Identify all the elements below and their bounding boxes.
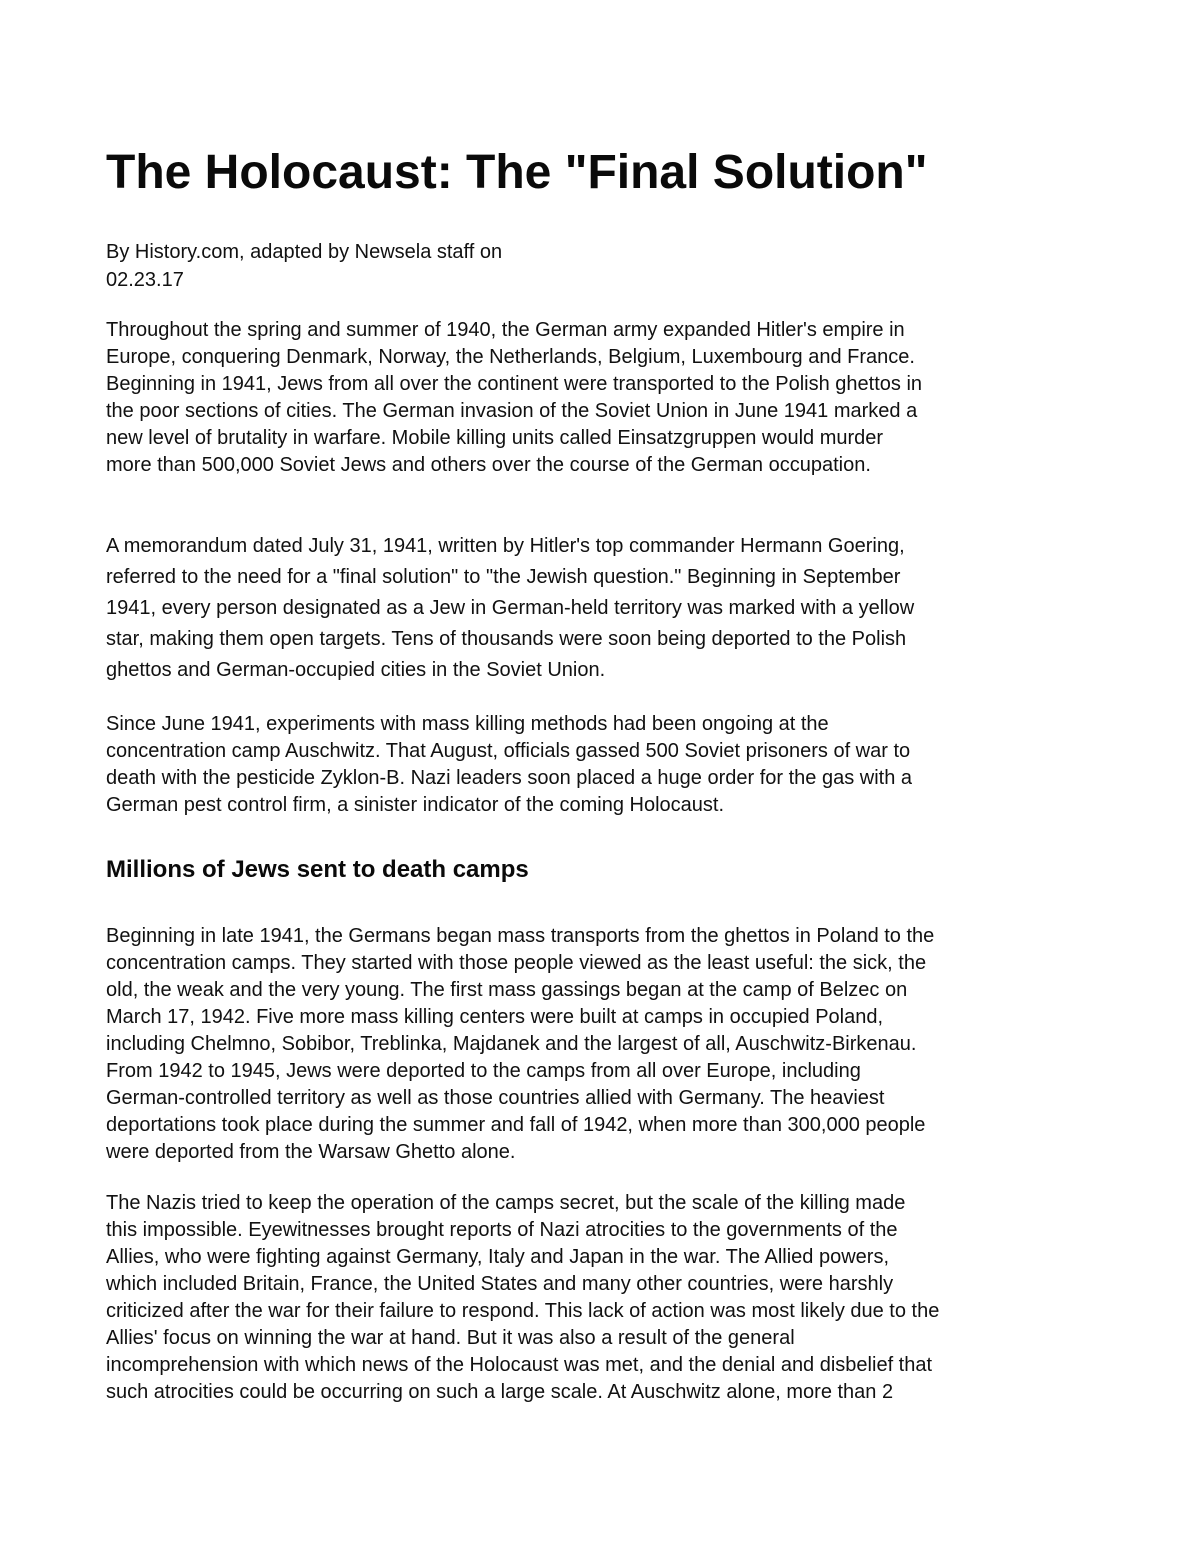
paragraph-line: Allies' focus on winning the war at hand. But it was also a result of the general [106, 1327, 795, 1349]
section-heading: Millions of Jews sent to death camps [106, 856, 529, 883]
paragraph-line: concentration camp Auschwitz. That August, officials gassed 500 Soviet prisoners of war to [106, 740, 911, 762]
article-title: The Holocaust: The "Final Solution" [106, 146, 928, 199]
paragraph-line: new level of brutality in warfare. Mobile killing units called Einsatzgruppen would murder [106, 427, 884, 449]
paragraph-line: more than 500,000 Soviet Jews and others over the course of the German occupation. [106, 454, 871, 476]
paragraph-line: criticized after the war for their failure to respond. This lack of action was most likely due to the [106, 1300, 940, 1322]
paragraph-line: concentration camps. They started with those people viewed as the least useful: the sick, the [106, 952, 927, 974]
paragraph-line: incomprehension with which news of the Holocaust was met, and the denial and disbelief that [106, 1354, 933, 1376]
paragraph-line: this impossible. Eyewitnesses brought reports of Nazi atrocities to the governments of the [106, 1219, 898, 1241]
paragraph-line: deportations took place during the summer and fall of 1942, when more than 300,000 people [106, 1114, 926, 1136]
paragraph-line: old, the weak and the very young. The first mass gassings began at the camp of Belzec on [106, 979, 908, 1001]
byline-author: By History.com, adapted by Newsela staff on [106, 241, 503, 263]
paragraph-line: Throughout the spring and summer of 1940, the German army expanded Hitler's empire in [106, 319, 905, 341]
byline-date: 02.23.17 [106, 269, 184, 291]
paragraph-line: were deported from the Warsaw Ghetto alone. [106, 1141, 516, 1163]
paragraph-line: The Nazis tried to keep the operation of the camps secret, but the scale of the killing made [106, 1192, 906, 1214]
byline [106, 238, 626, 294]
paragraph-line: the poor sections of cities. The German invasion of the Soviet Union in June 1941 marked a [106, 400, 918, 422]
paragraph-line: star, making them open targets. Tens of thousands were soon being deported to the Polish [106, 628, 907, 650]
paragraph-4 [106, 923, 1096, 1166]
paragraph-line: Allies, who were fighting against Germany, Italy and Japan in the war. The Allied powers, [106, 1246, 890, 1268]
paragraph-1 [106, 317, 1096, 479]
paragraph-line: such atrocities could be occurring on such a large scale. At Auschwitz alone, more than 2 [106, 1381, 894, 1403]
paragraph-line: March 17, 1942. Five more mass killing centers were built at camps in occupied Poland, [106, 1006, 884, 1028]
paragraph-line: From 1942 to 1945, Jews were deported to the camps from all over Europe, including [106, 1060, 861, 1082]
paragraph-line: ghettos and German-occupied cities in the Soviet Union. [106, 659, 606, 681]
paragraph-line: German-controlled territory as well as those countries allied with Germany. The heaviest [106, 1087, 885, 1109]
paragraph-line: Since June 1941, experiments with mass killing methods had been ongoing at the [106, 713, 829, 735]
paragraph-line: 1941, every person designated as a Jew in German-held territory was marked with a yellow [106, 597, 915, 619]
paragraph-line: death with the pesticide Zyklon-B. Nazi leaders soon placed a huge order for the gas with a [106, 767, 913, 789]
paragraph-line: including Chelmno, Sobibor, Treblinka, Majdanek and the largest of all, Auschwitz-Birkenau. [106, 1033, 917, 1055]
paragraph-line: referred to the need for a "final solution" to "the Jewish question." Beginning in September [106, 566, 901, 588]
paragraph-line: Europe, conquering Denmark, Norway, the Netherlands, Belgium, Luxembourg and France. [106, 346, 915, 368]
paragraph-line: German pest control firm, a sinister indicator of the coming Holocaust. [106, 794, 725, 816]
paragraph-5 [106, 1190, 1096, 1406]
paragraph-3 [106, 711, 1096, 819]
paragraph-line: Beginning in late 1941, the Germans began mass transports from the ghettos in Poland to the [106, 925, 935, 947]
paragraph-line: Beginning in 1941, Jews from all over the continent were transported to the Polish ghettos in [106, 373, 923, 395]
paragraph-line: which included Britain, France, the United States and many other countries, were harshly [106, 1273, 894, 1295]
paragraph-2 [106, 531, 1096, 686]
paragraph-line: A memorandum dated July 31, 1941, written by Hitler's top commander Hermann Goering, [106, 535, 905, 557]
